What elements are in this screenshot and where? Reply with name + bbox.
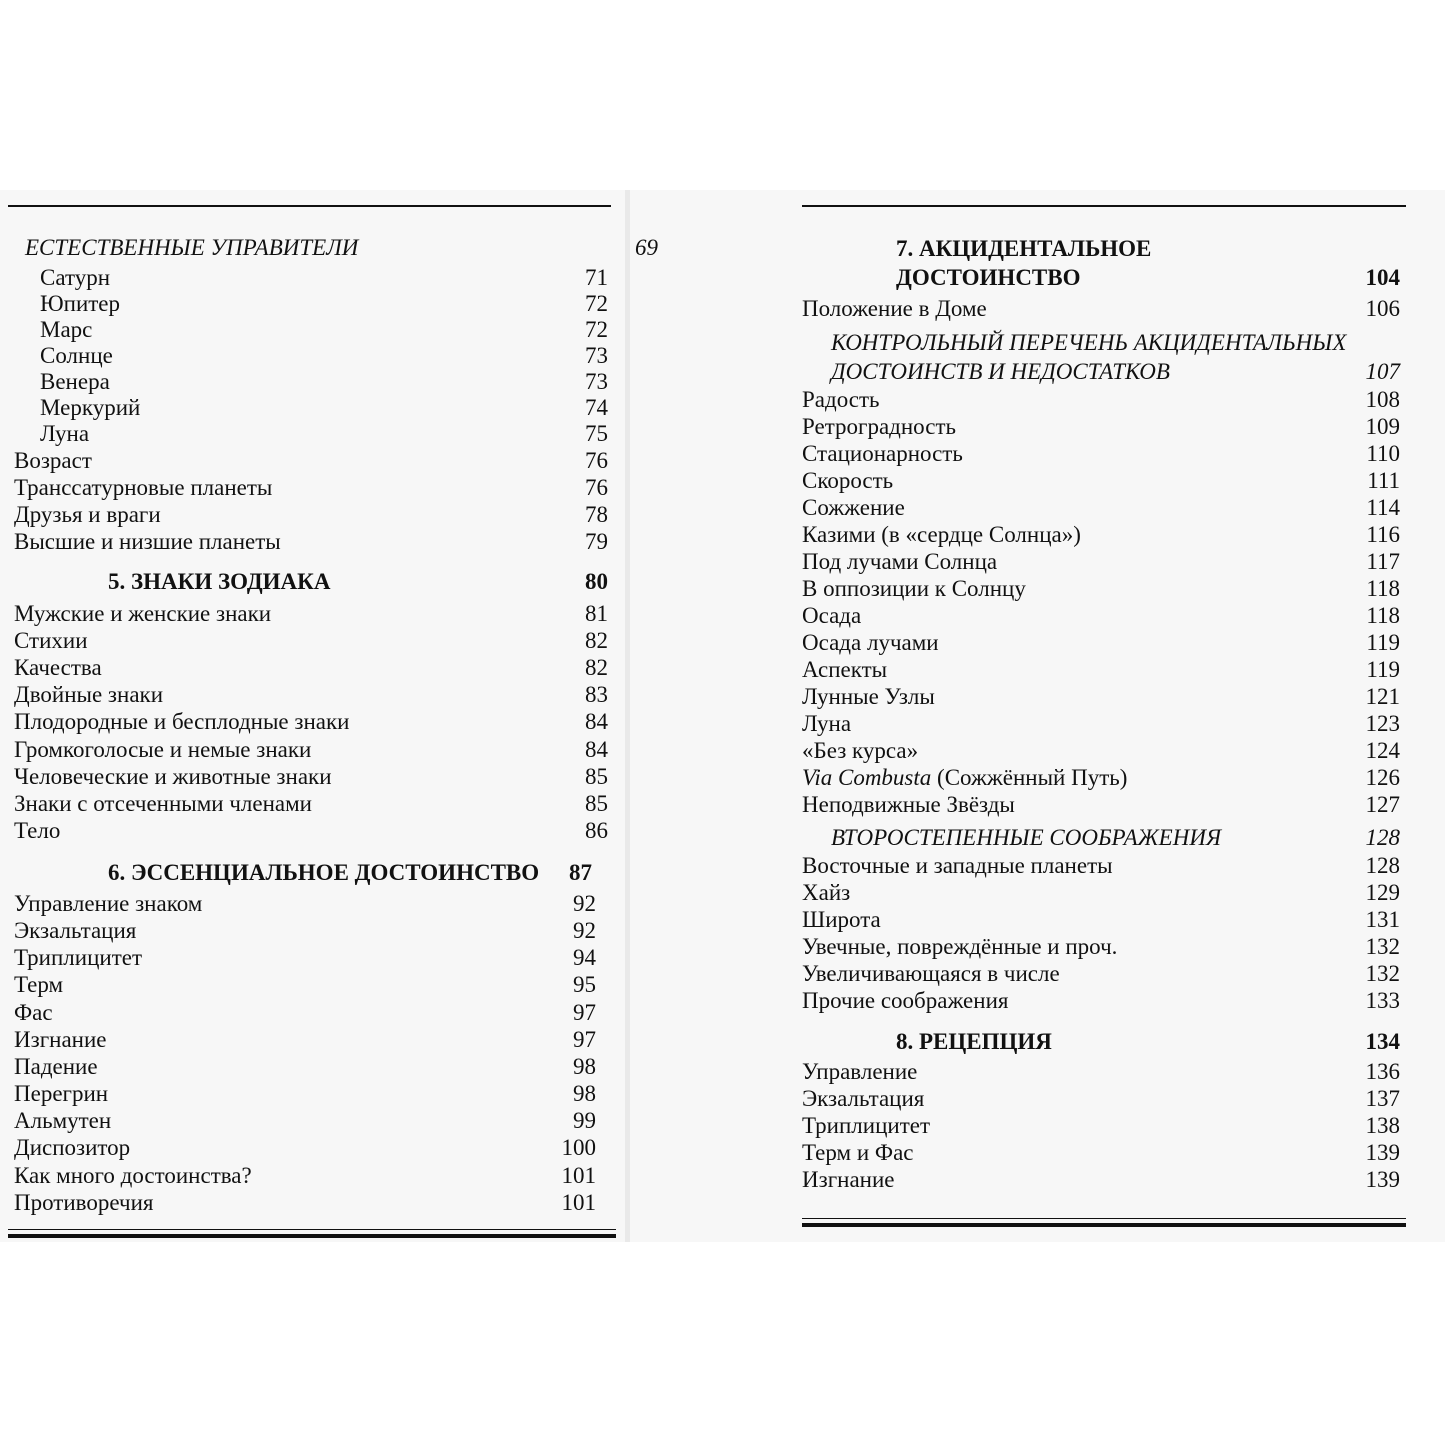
toc-entry-page-number: 84 [585,709,608,734]
toc-entry-page-number: 128 [1365,825,1400,850]
toc-entry-page-number: 139 [1365,1140,1400,1165]
toc-entry-page-number: 97 [573,1000,596,1025]
toc-entry-title: Увеличивающаяся в числе [802,961,1060,986]
toc-entry-page-number: 116 [1366,522,1400,547]
toc-entry-title: Скорость [802,468,894,493]
toc-entry-page-number: 76 [585,475,608,500]
toc-entry-title: Осада лучами [802,630,939,655]
toc-entry-page-number: 82 [585,655,608,680]
toc-entry-title: Качества [14,655,102,680]
toc-entry-title: Осада [802,603,862,628]
toc-entry-page-number: 126 [1365,765,1400,790]
toc-entry-page-number: 132 [1365,961,1400,986]
toc-entry-page-number: 72 [585,317,608,342]
toc-entry-page-number: 95 [573,972,596,997]
toc-entry-title: Противоречия [14,1190,154,1215]
toc-entry-title: Луна [40,421,90,446]
toc-entry-title: Фас [14,1000,53,1025]
toc-entry-title: Перегрин [14,1081,109,1106]
left-bottom-rule [8,1234,616,1238]
toc-entry-title: ДОСТОИНСТВ И НЕДОСТАТКОВ [831,359,1170,384]
toc-entry-title: Сатурн [40,265,111,290]
toc-entry-title: 7. АКЦИДЕНТАЛЬНОЕ [896,236,1152,261]
toc-entry-page-number: 101 [561,1190,596,1215]
toc-entry-page-number: 78 [585,502,608,527]
toc-entry-title: Тело [14,818,61,843]
toc-entry-title: Человеческие и животные знаки [14,764,332,789]
toc-entry-title: Восточные и западные планеты [802,853,1113,878]
toc-entry-page-number: 79 [585,529,608,554]
toc-entry-title: Двойные знаки [14,682,164,707]
toc-entry-page-number: 136 [1365,1059,1400,1084]
toc-entry-page-number: 132 [1365,934,1400,959]
toc-entry-title: 5. ЗНАКИ ЗОДИАКА [108,569,331,594]
toc-entry-page-number: 138 [1365,1113,1400,1138]
toc-entry-title: Стационарность [802,441,963,466]
toc-entry-title: Управление знаком [14,891,203,916]
toc-entry-page-number: 76 [585,448,608,473]
toc-entry-title [802,765,1127,791]
toc-entry-title: Транссатурновые планеты [14,475,273,500]
left-top-rule [8,205,611,207]
toc-entry-page-number: 139 [1365,1167,1400,1192]
toc-entry-page-number: 108 [1365,387,1400,412]
toc-entry-title: 6. ЭССЕНЦИАЛЬНОЕ ДОСТОИНСТВО [108,860,540,885]
toc-entry-title: Меркурий [40,395,141,420]
toc-entry-page-number: 86 [585,818,608,843]
toc-entry-page-number: 94 [573,945,596,970]
toc-entry-page-number: 128 [1365,853,1400,878]
toc-entry-page-number: 82 [585,628,608,653]
toc-entry-page-number: 131 [1365,907,1400,932]
toc-entry-page-number: 118 [1366,576,1400,601]
toc-entry-title: ВТОРОСТЕПЕННЫЕ СООБРАЖЕНИЯ [831,825,1222,850]
toc-entry-title: ДОСТОИНСТВО [896,265,1081,290]
toc-entry-title: В оппозиции к Солнцу [802,576,1026,601]
toc-entry-title: КОНТРОЛЬНЫЙ ПЕРЕЧЕНЬ АКЦИДЕНТАЛЬНЫХ [831,330,1347,355]
toc-entry-page-number: 100 [561,1135,596,1160]
toc-entry-title: Аспекты [802,657,888,682]
toc-entry-page-number: 85 [585,764,608,789]
toc-entry-page-number: 106 [1365,296,1400,321]
toc-entry-page-number: 123 [1365,711,1400,736]
toc-entry-title: Терм [14,972,64,997]
right-top-rule [802,205,1406,207]
toc-entry-title: Сожжение [802,495,905,520]
toc-entry-page-number: 117 [1366,549,1400,574]
toc-entry-title: Триплицитет [14,945,143,970]
toc-entry-page-number: 107 [1365,359,1400,384]
toc-entry-title: «Без курса» [802,738,919,763]
toc-entry-page-number: 85 [585,791,608,816]
toc-entry-title-italic: Via Combusta [802,765,932,790]
toc-entry-title: Изгнание [14,1027,107,1052]
toc-entry-title: Луна [802,711,852,736]
toc-entry-title: Как много достоинства? [14,1163,252,1188]
toc-entry-page-number: 137 [1365,1086,1400,1111]
toc-entry-title: Прочие соображения [802,988,1009,1013]
toc-entry-title: Хайз [802,880,851,905]
toc-entry-title: Ретроградность [802,414,957,439]
toc-entry-title: Диспозитор [14,1135,131,1160]
toc-entry-page-number: 87 [569,860,592,885]
toc-entry-title: Увечные, повреждённые и проч. [802,934,1118,959]
toc-entry-page-number: 127 [1365,792,1400,817]
toc-entry-page-number: 129 [1365,880,1400,905]
toc-entry-title: Альмутен [14,1108,112,1133]
toc-entry-page-number: 134 [1365,1029,1400,1054]
toc-entry-page-number: 104 [1365,265,1400,290]
toc-entry-title: Казими (в «сердце Солнца») [802,522,1081,547]
toc-entry-title: Солнце [40,343,113,368]
toc-entry-title: Высшие и низшие планеты [14,529,281,554]
toc-entry-title: Экзальтация [14,918,137,943]
toc-entry-page-number: 118 [1366,603,1400,628]
toc-entry-title: Друзья и враги [14,502,161,527]
toc-entry-title: Широта [802,907,881,932]
toc-entry-title: Терм и Фас [802,1140,914,1165]
toc-entry-title: Изгнание [802,1167,895,1192]
toc-entry-title: Триплицитет [802,1113,931,1138]
toc-entry-page-number: 98 [573,1081,596,1106]
toc-entry-page-number: 114 [1366,495,1400,520]
toc-entry-title: Венера [40,369,110,394]
toc-entry-page-number: 92 [573,891,596,916]
toc-entry-page-number: 73 [585,343,608,368]
toc-entry-title: Под лучами Солнца [802,549,998,574]
left-bottom-rule-thin [8,1229,616,1230]
toc-entry-title: Марс [40,317,93,342]
toc-entry-page-number: 101 [561,1163,596,1188]
toc-entry-title: ЕСТЕСТВЕННЫЕ УПРАВИТЕЛИ [25,235,359,260]
toc-entry-page-number: 75 [585,421,608,446]
toc-entry-page-number: 81 [585,601,608,626]
toc-entry-page-number: 109 [1365,414,1400,439]
toc-entry-page-number: 71 [585,265,608,290]
right-bottom-rule-thin [802,1218,1406,1219]
toc-entry-page-number: 72 [585,291,608,316]
toc-entry-page-number: 97 [573,1027,596,1052]
toc-entry-page-number: 84 [585,737,608,762]
toc-entry-page-number: 119 [1366,657,1400,682]
toc-entry-title: Стихии [14,628,88,653]
toc-entry-title: Положение в Доме [802,296,987,321]
toc-entry-page-number: 92 [573,918,596,943]
toc-entry-page-number: 69 [635,235,658,260]
toc-entry-title: Падение [14,1054,98,1079]
toc-entry-title: Плодородные и бесплодные знаки [14,709,350,734]
toc-entry-title: Экзальтация [802,1086,925,1111]
toc-entry-page-number: 74 [585,395,608,420]
toc-entry-title: Юпитер [40,291,121,316]
right-bottom-rule [802,1223,1406,1227]
toc-entry-title: Управление [802,1059,918,1084]
toc-entry-page-number: 73 [585,369,608,394]
toc-entry-title-rest: (Сожжённый Путь) [931,765,1128,790]
toc-entry-title: Знаки с отсеченными членами [14,791,312,816]
toc-entry-page-number: 121 [1365,684,1400,709]
toc-entry-title: Лунные Узлы [802,684,935,709]
toc-entry-title: Возраст [14,448,92,473]
toc-entry-page-number: 133 [1365,988,1400,1013]
toc-entry-title: Неподвижные Звёзды [802,792,1015,817]
toc-entry-title: Мужские и женские знаки [14,601,272,626]
toc-entry-page-number: 80 [585,569,608,594]
toc-entry-title: Радость [802,387,880,412]
toc-entry-page-number: 111 [1367,468,1400,493]
toc-entry-title: Громкоголосые и немые знаки [14,737,312,762]
toc-entry-page-number: 119 [1366,630,1400,655]
toc-entry-page-number: 98 [573,1054,596,1079]
toc-entry-title: 8. РЕЦЕПЦИЯ [896,1029,1052,1054]
toc-entry-page-number: 110 [1366,441,1400,466]
toc-entry-page-number: 83 [585,682,608,707]
toc-entry-page-number: 99 [573,1108,596,1133]
toc-entry-page-number: 124 [1365,738,1400,763]
